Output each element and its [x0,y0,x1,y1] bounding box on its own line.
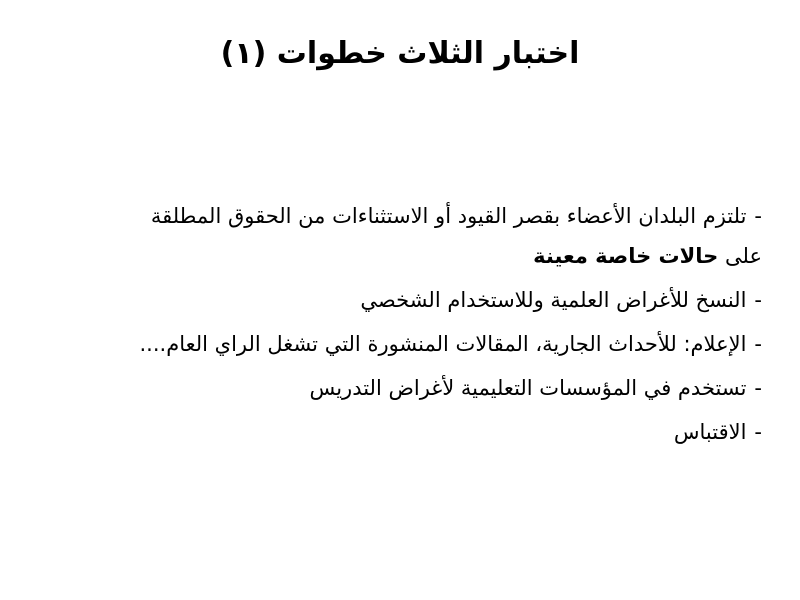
item-text: تلتزم البلدان الأعضاء بقصر القيود أو الاستثناءات من الحقوق المطلقة [150,204,747,228]
list-item [32,196,762,276]
slide-title: اختبار الثلاث خطوات (١) [220,36,580,71]
bullet-list [32,196,762,456]
item-text: تستخدم في المؤسسات التعليمية لأغراض التدريس [309,376,747,400]
bullet-marker: - [754,420,762,444]
bullet-marker: - [754,332,762,356]
item-text: على [725,244,762,268]
list-item [32,324,762,364]
bullet-marker: - [754,204,762,228]
item-text: الإعلام: للأحداث الجارية، المقالات المنشورة التي تشغل الراي العام.... [139,332,747,356]
bullet-marker: - [754,376,762,400]
item-text: الاقتباس [673,420,747,444]
list-item [32,412,762,452]
list-item [32,368,762,408]
emphasis-text: حالات خاصة معينة [533,244,719,268]
list-item [32,280,762,320]
bullet-marker: - [754,288,762,312]
item-text: النسخ للأغراض العلمية وللاستخدام الشخصي [360,288,747,312]
